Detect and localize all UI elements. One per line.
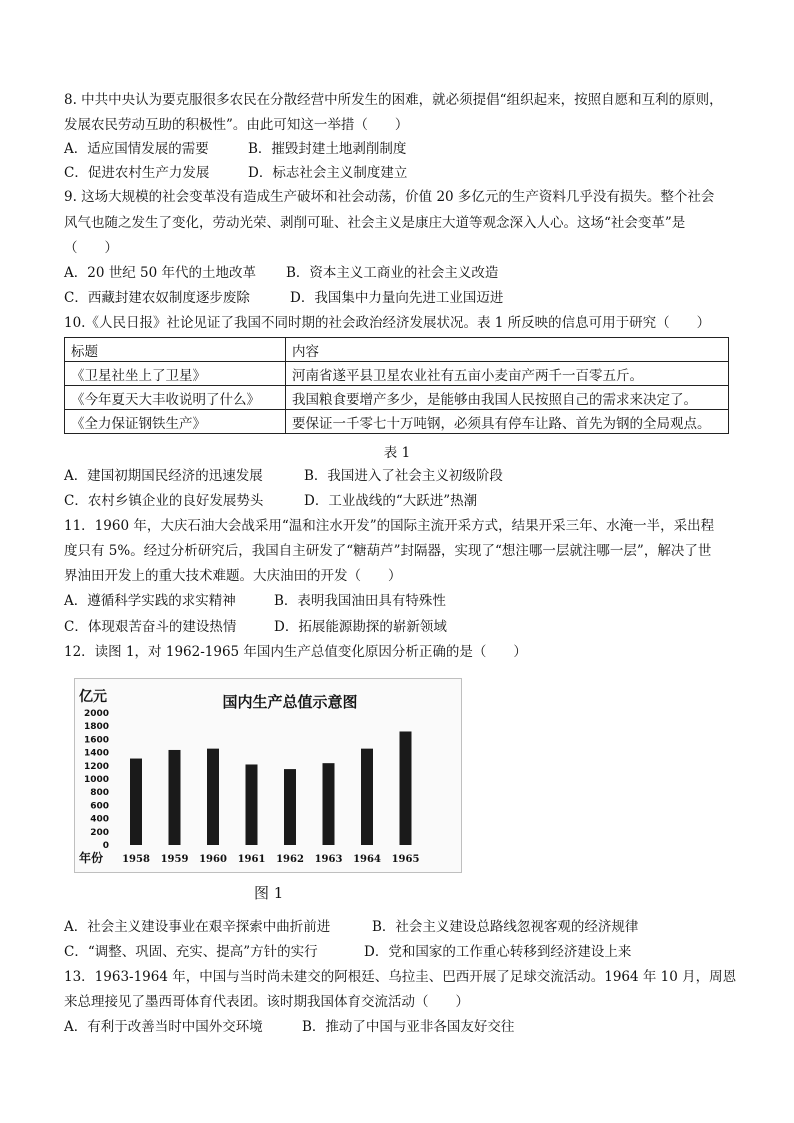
- table-row: [65, 362, 729, 386]
- table-cell-content: 我国粮食要增产多少，是能够由我国人民按照自己的需求来决定了。: [286, 386, 729, 410]
- q9-stem-line3: （ ）: [64, 240, 118, 256]
- x-tick-label: 1965: [391, 854, 420, 865]
- q9-stem-line2: 风气也随之发生了变化，劳动光荣、剥削可耻、社会主义是康庄大道等观念深入人心。这场“社会变革”是: [64, 215, 686, 231]
- table-cell-title: 《全力保证钢铁生产》: [65, 410, 286, 434]
- bar-1964: [361, 749, 373, 845]
- x-tick-label: 1961: [237, 854, 266, 865]
- y-tick-label: 800: [90, 788, 109, 799]
- q11-option-b: B．表明我国油田具有特殊性: [274, 593, 446, 609]
- x-tick-label: 1963: [314, 854, 343, 865]
- x-tick-label: 1959: [160, 854, 189, 865]
- q13-stem-line2: 来总理接见了墨西哥体育代表团。该时期我国体育交流活动（ ）: [64, 994, 469, 1010]
- y-tick-label: 2000: [83, 709, 109, 719]
- table-row: [65, 410, 729, 434]
- q12-option-a: A．社会主义建设事业在艰辛探索中曲折前进: [64, 919, 331, 935]
- y-tick-label: 1200: [83, 761, 109, 772]
- bar-1965: [400, 731, 412, 845]
- y-tick-label: 200: [90, 827, 109, 838]
- q8-stem-line1: 8. 中共中央认为要克服很多农民在分散经营中所发生的困难，就必须提倡“组织起来，按照自愿和互利的原则，: [64, 92, 723, 108]
- q10-option-d: D．工业战线的“大跃进”热潮: [304, 493, 478, 509]
- bar-1961: [246, 764, 258, 845]
- q11-stem-line2: 度只有 5%。经过分析研究后，我国自主研发了“糖葫芦”封隔器，实现了“想注哪一层就注哪一层”，解决了世: [64, 543, 712, 559]
- y-tick-label: 1000: [83, 775, 109, 785]
- q8-option-d: D．标志社会主义制度建立: [248, 165, 408, 181]
- bar-1960: [207, 749, 219, 845]
- y-tick-label: 400: [90, 814, 109, 825]
- bar-1962: [284, 769, 296, 845]
- table-header-title: 标题: [65, 338, 286, 362]
- gdp-chart: [74, 678, 462, 873]
- table-cell-title: 《卫星社坐上了卫星》: [65, 362, 286, 386]
- bar-1963: [323, 763, 335, 845]
- x-tick-label: 1958: [122, 854, 150, 865]
- q11-option-a: A．遵循科学实践的求实精神: [64, 593, 236, 609]
- q9-option-b: B．资本主义工商业的社会主义改造: [286, 265, 499, 281]
- q8-option-a: A．适应国情发展的需要: [64, 141, 209, 157]
- bar-1958: [130, 759, 142, 845]
- bar-1959: [169, 750, 181, 845]
- q10-stem: 10.《人民日报》社论见证了我国不同时期的社会政治经济发展状况。表 1 所反映的信息可用于研究（ ）: [64, 315, 711, 331]
- gdp-chart-svg: [75, 679, 461, 872]
- q9-option-d: D．我国集中力量向先进工业国迈进: [290, 290, 504, 306]
- figure-caption: 图 1: [254, 884, 284, 902]
- q9-option-a: A．20 世纪 50 年代的土地改革: [64, 265, 256, 281]
- chart-ylabel: 亿元: [79, 689, 107, 705]
- y-tick-label: 600: [90, 801, 109, 812]
- q10-option-b: B．我国进入了社会主义初级阶段: [304, 468, 503, 484]
- q11-stem-line3: 界油田开发上的重大技术难题。大庆油田的开发（ ）: [64, 568, 402, 584]
- q8-option-b: B．摧毁封建土地剥削制度: [248, 141, 407, 157]
- q12-stem: 12．读图 1，对 1962-1965 年国内生产总值变化原因分析正确的是（ ）: [64, 644, 527, 660]
- table-cell-title: 《今年夏天大丰收说明了什么》: [65, 386, 286, 410]
- y-tick-label: 1800: [83, 722, 109, 733]
- q12-option-d: D．党和国家的工作重心转移到经济建设上来: [364, 944, 632, 960]
- q13-option-a: A．有利于改善当时中国外交环境: [64, 1019, 263, 1035]
- table-row: [65, 386, 729, 410]
- q9-option-c: C．西藏封建农奴制度逐步废除: [64, 290, 250, 306]
- q8-option-c: C．促进农村生产力发展: [64, 165, 210, 181]
- q11-stem-line1: 11．1960 年，大庆石油大会战采用“温和注水开发”的国际主流开采方式，结果开采三年、水淹一半，采出程: [64, 518, 715, 534]
- y-tick-label: 1400: [83, 748, 109, 759]
- q11-option-c: C．体现艰苦奋斗的建设热情: [64, 619, 237, 635]
- q9-stem-line1: 9. 这场大规模的社会变革没有造成生产破坏和社会动荡，价值 20 多亿元的生产资料几乎没有损失。整个社会: [64, 189, 715, 205]
- q10-option-a: A．建国初期国民经济的迅速发展: [64, 468, 263, 484]
- y-tick-label: 0: [102, 841, 109, 851]
- q8-stem-line2: 发展农民劳动互助的积极性”。由此可知这一举措（ ）: [64, 117, 409, 133]
- table-header-content: 内容: [286, 338, 729, 362]
- table-cell-content: 要保证一千零七十万吨钢，必须具有停车让路、首先为钢的全局观点。: [286, 410, 729, 434]
- table-header-row: [65, 338, 729, 362]
- x-tick-label: 1960: [199, 854, 227, 865]
- x-tick-label: 1962: [276, 854, 304, 865]
- q10-option-c: C．农村乡镇企业的良好发展势头: [64, 493, 264, 509]
- q12-option-c: C．“调整、巩固、充实、提高”方针的实行: [64, 944, 318, 960]
- table-cell-content: 河南省遂平县卫星农业社有五亩小麦亩产两千一百零五斤。: [286, 362, 729, 386]
- q11-option-d: D．拓展能源勘探的崭新领域: [274, 619, 447, 635]
- chart-xlabel: 年份: [79, 851, 104, 865]
- q10-table: [64, 337, 729, 434]
- table-caption: 表 1: [383, 445, 411, 461]
- chart-title: 国内生产总值示意图: [222, 693, 358, 711]
- q12-option-b: B．社会主义建设总路线忽视客观的经济规律: [372, 919, 639, 935]
- y-tick-label: 1600: [83, 735, 109, 746]
- x-tick-label: 1964: [353, 854, 381, 865]
- q13-stem-line1: 13．1963-1964 年，中国与当时尚未建交的阿根廷、乌拉圭、巴西开展了足球交流活动。1964 年 10 月，周恩: [64, 969, 737, 985]
- q13-option-b: B．推动了中国与亚非各国友好交往: [302, 1019, 515, 1035]
